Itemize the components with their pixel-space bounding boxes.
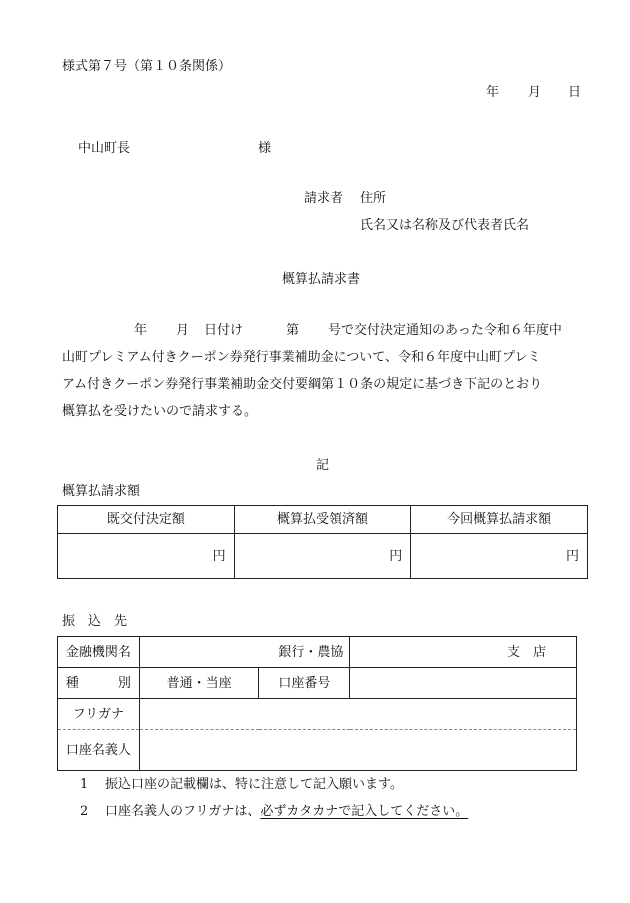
bank-section-label: 振 込 先 — [62, 614, 128, 629]
name-label: 氏名又は名称及び代表者氏名 — [360, 218, 530, 233]
furigana-label: フリガナ — [58, 699, 140, 730]
yen-unit: 円 — [389, 548, 403, 564]
furigana-field[interactable] — [139, 699, 576, 730]
holder-label: 口座名義人 — [58, 730, 140, 771]
account-type-label: 種 別 — [58, 668, 140, 699]
addressee-honorific: 様 — [258, 141, 272, 156]
yen-unit: 円 — [565, 548, 579, 564]
form-number: 様式第７号（第１０条関係） — [62, 59, 232, 74]
granted-amount-field[interactable] — [58, 534, 235, 579]
note-2-number: 2 — [80, 804, 89, 819]
amount-table — [57, 505, 588, 579]
ki-mark: 記 — [316, 458, 330, 473]
address-label: 住所 — [360, 191, 387, 206]
note-2-text — [105, 805, 468, 818]
bank-table — [57, 636, 577, 771]
branch-field[interactable] — [350, 637, 577, 668]
body-year: 年 — [134, 323, 148, 338]
body-month: 月 — [176, 323, 190, 338]
bank-type: 銀行・農協 — [278, 644, 344, 660]
branch-label: 支 店 — [506, 644, 546, 660]
note-2-underlined: 必ずカタカナで記入してください。 — [260, 804, 469, 819]
header-received-amount: 概算払受領済額 — [234, 506, 411, 534]
applicant-label: 請求者 — [304, 191, 344, 206]
date-day: 日 — [568, 85, 582, 100]
note-2-plain: 口座名義人のフリガナは、 — [105, 804, 261, 819]
body-line4: 概算払を受けたいので請求する。 — [62, 404, 258, 419]
body-line3: アム付きクーポン券発行事業補助金交付要綱第１０条の規定に基づき下記のとおり — [62, 377, 543, 392]
institution-label: 金融機関名 — [58, 637, 140, 668]
header-granted-amount: 既交付決定額 — [58, 506, 235, 534]
institution-name-field[interactable] — [139, 637, 350, 668]
amount-section-label: 概算払請求額 — [62, 484, 141, 499]
date-year: 年 — [486, 85, 500, 100]
account-type-options[interactable]: 普通・当座 — [139, 668, 259, 699]
note-1-number: 1 — [80, 777, 89, 792]
addressee-name: 中山町長 — [78, 141, 131, 156]
account-number-field[interactable] — [350, 668, 577, 699]
document-title: 概算払請求書 — [282, 272, 361, 287]
body-line2: 山町プレミアム付きクーポン券発行事業補助金について、令和６年度中山町プレミ — [62, 350, 541, 365]
holder-field[interactable] — [139, 730, 576, 771]
account-number-label: 口座番号 — [259, 668, 350, 699]
header-requested-amount: 今回概算払請求額 — [411, 506, 588, 534]
note-1-text: 振込口座の記載欄は、特に注意して記入願います。 — [105, 777, 403, 792]
yen-unit: 円 — [212, 548, 226, 564]
body-number-prefix: 第 — [286, 323, 300, 338]
received-amount-field[interactable] — [234, 534, 411, 579]
body-line1-rest: 号で交付決定通知のあった令和６年度中 — [328, 323, 562, 338]
requested-amount-field[interactable] — [411, 534, 588, 579]
date-month: 月 — [528, 85, 542, 100]
body-day-suffix: 日付け — [204, 323, 244, 338]
